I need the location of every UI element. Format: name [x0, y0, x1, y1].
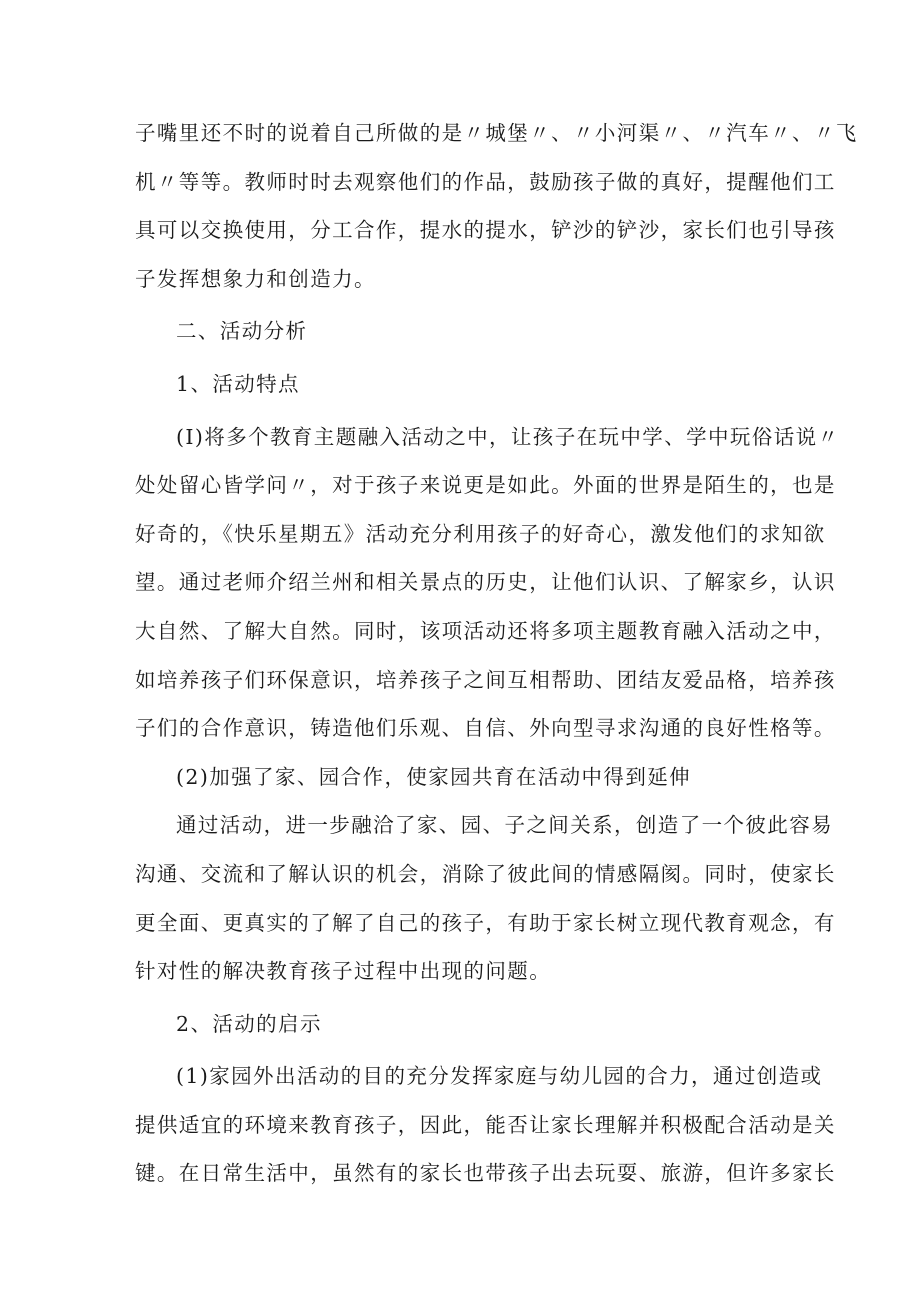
- paragraph-line: 子发挥想象力和创造力。: [135, 266, 376, 291]
- paragraph-line: 机〃等等。教师时时去观察他们的作品，鼓励孩子做的真好，提醒他们工: [135, 169, 836, 194]
- paragraph-line: 针对性的解决教育孩子过程中出现的问题。: [135, 959, 552, 984]
- section-heading: 二、活动分析: [176, 319, 308, 344]
- subsection-heading: 2、活动的启示: [176, 1011, 322, 1036]
- paragraph-line: 好奇的，《快乐星期五》活动充分利用孩子的好奇心，激发他们的求知欲: [135, 521, 826, 546]
- subsection-heading: 1、活动特点: [176, 371, 300, 396]
- paragraph-line: 具可以交换使用，分工合作，提水的提水，铲沙的铲沙，家长们也引导孩: [135, 218, 836, 243]
- paragraph-line: 更全面、更真实的了解了自己的孩子，有助于家长树立现代教育观念，有: [135, 910, 836, 935]
- paragraph-line: 沟通、交流和了解认识的机会，消除了彼此间的情感隔阂。同时，使家长: [135, 861, 836, 886]
- document-body: [135, 109, 858, 1198]
- paragraph-line: 如培养孩子们环保意识，培养孩子之间互相帮助、团结友爱品格，培养孩: [135, 667, 836, 692]
- paragraph-line: 通过活动，进一步融洽了家、园、子之间关系，创造了一个彼此容易: [176, 813, 833, 838]
- paragraph-line: 键。在日常生活中，虽然有的家长也带孩子出去玩耍、旅游，但许多家长: [135, 1161, 836, 1186]
- paragraph-line: (2)加强了家、园合作，使家园共育在活动中得到延伸: [176, 764, 692, 789]
- paragraph-line: 子们的合作意识，铸造他们乐观、自信、外向型寻求沟通的良好性格等。: [135, 716, 836, 741]
- paragraph-line: 望。通过老师介绍兰州和相关景点的历史，让他们认识、了解家乡，认识: [135, 570, 836, 595]
- paragraph-line: 大自然、了解大自然。同时，该项活动还将多项主题教育融入活动之中，: [135, 618, 836, 643]
- paragraph-line: 提供适宜的环境来教育孩子，因此，能否让家长理解并积极配合活动是关: [135, 1112, 836, 1137]
- paragraph-line: 子嘴里还不时的说着自己所做的是〃城堡〃、〃小河渠〃、〃汽车〃、〃飞: [135, 121, 858, 145]
- paragraph-line: 处处留心皆学问〃，对于孩子来说更是如此。外面的世界是陌生的，也是: [135, 473, 836, 498]
- paragraph-line: (1)家园外出活动的目的充分发挥家庭与幼儿园的合力，通过创造或: [176, 1064, 823, 1089]
- paragraph-line: (I)将多个教育主题融入活动之中，让孩子在玩中学、学中玩俗话说〃: [176, 424, 840, 449]
